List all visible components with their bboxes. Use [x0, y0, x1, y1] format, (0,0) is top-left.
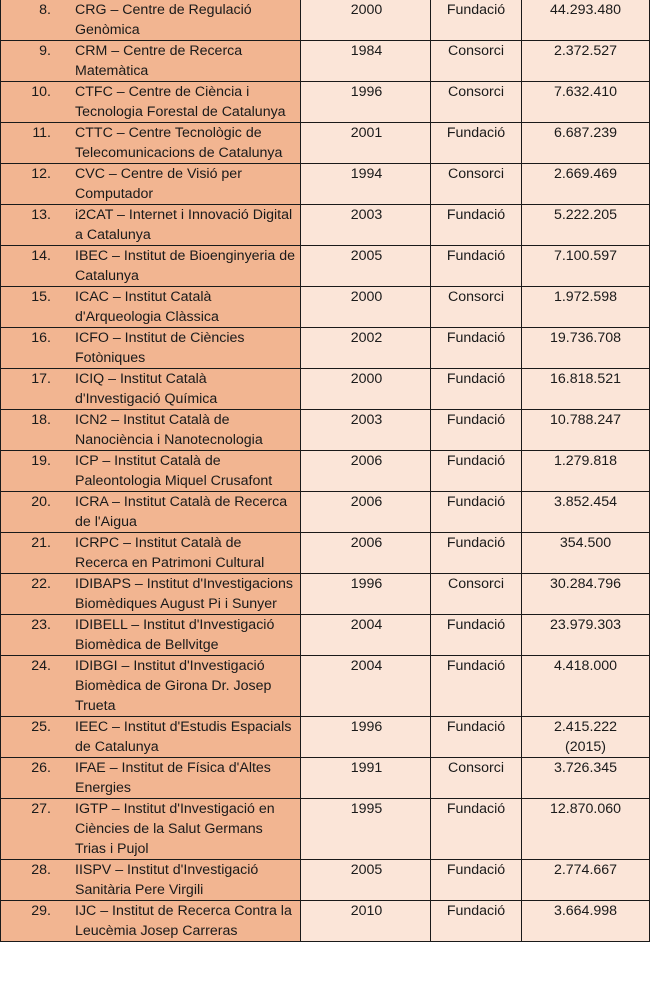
budget-cell [522, 615, 650, 656]
center-name-cell [1, 123, 301, 164]
table-row [1, 717, 650, 758]
budget-cell [522, 901, 650, 942]
budget-amount: 2.669.469 [553, 166, 618, 182]
center-name-cell [1, 799, 301, 860]
budget-amount: 44.293.480 [549, 2, 621, 18]
table-row [1, 451, 650, 492]
legal-form: Fundació [431, 410, 522, 451]
table-row [1, 164, 650, 205]
budget-cell [522, 287, 650, 328]
row-number: 24. [31, 658, 51, 674]
table-row [1, 369, 650, 410]
row-number: 9. [39, 43, 51, 59]
center-name: ICAC – Institut Català d'Arqueologia Clàssica [75, 289, 219, 325]
table-row [1, 860, 650, 901]
founding-year: 1991 [301, 758, 431, 799]
row-number: 25. [31, 719, 51, 735]
legal-form: Consorci [431, 574, 522, 615]
center-name: ICRPC – Institut Català de Recerca en Patrimoni Cultural [75, 535, 265, 571]
row-number: 22. [31, 576, 51, 592]
legal-form: Consorci [431, 287, 522, 328]
founding-year: 2010 [301, 901, 431, 942]
legal-form: Fundació [431, 799, 522, 860]
budget-cell [522, 492, 650, 533]
legal-form: Fundació [431, 656, 522, 717]
center-name-cell [1, 410, 301, 451]
legal-form: Fundació [431, 205, 522, 246]
table-row [1, 41, 650, 82]
founding-year: 2005 [301, 246, 431, 287]
center-name: CRG – Centre de Regulació Genòmica [75, 2, 252, 38]
budget-cell [522, 717, 650, 758]
budget-cell [522, 205, 650, 246]
budget-cell [522, 758, 650, 799]
budget-cell [522, 574, 650, 615]
center-name: CTTC – Centre Tecnològic de Telecomunicacions de Catalunya [75, 125, 283, 161]
table-row [1, 492, 650, 533]
row-number: 11. [32, 125, 51, 141]
center-name: IBEC – Institut de Bioenginyeria de Catalunya [75, 248, 296, 284]
row-number: 19. [31, 453, 51, 469]
center-name-cell [1, 901, 301, 942]
table-row [1, 328, 650, 369]
budget-amount: 19.736.708 [549, 330, 621, 346]
table-row [1, 533, 650, 574]
table-row [1, 0, 650, 41]
table-row [1, 246, 650, 287]
budget-amount: 6.687.239 [553, 125, 618, 141]
budget-cell [522, 410, 650, 451]
row-number: 16. [31, 330, 51, 346]
founding-year: 2004 [301, 656, 431, 717]
founding-year: 2000 [301, 287, 431, 328]
legal-form: Fundació [431, 369, 522, 410]
legal-form: Consorci [431, 758, 522, 799]
budget-amount: 2.372.527 [553, 43, 618, 59]
center-name: IGTP – Institut d'Investigació en Ciències de la Salut Germans Trias i Pujol [75, 801, 275, 857]
budget-amount: 3.852.454 [553, 494, 618, 510]
legal-form: Fundació [431, 860, 522, 901]
founding-year: 1996 [301, 717, 431, 758]
founding-year: 2005 [301, 860, 431, 901]
founding-year: 1996 [301, 82, 431, 123]
center-name: CRM – Centre de Recerca Matemàtica [75, 43, 243, 79]
founding-year: 2004 [301, 615, 431, 656]
legal-form: Fundació [431, 533, 522, 574]
legal-form: Fundació [431, 123, 522, 164]
center-name: IEEC – Institut d'Estudis Espacials de Catalunya [75, 719, 292, 755]
center-name-cell [1, 656, 301, 717]
center-name: IDIBELL – Institut d'Investigació Biomèdica de Bellvitge [75, 617, 275, 653]
table-row [1, 410, 650, 451]
founding-year: 2006 [301, 533, 431, 574]
row-number: 18. [31, 412, 51, 428]
row-number: 27. [31, 801, 51, 817]
budget-amount: 5.222.205 [553, 207, 618, 223]
row-number: 23. [31, 617, 51, 633]
center-name-cell [1, 717, 301, 758]
budget-cell [522, 533, 650, 574]
founding-year: 2003 [301, 410, 431, 451]
center-name-cell [1, 758, 301, 799]
center-name: i2CAT – Internet i Innovació Digital a Catalunya [75, 207, 293, 243]
founding-year: 2001 [301, 123, 431, 164]
legal-form: Consorci [431, 164, 522, 205]
budget-cell [522, 123, 650, 164]
budget-amount: 3.664.998 [553, 903, 618, 919]
center-name: ICRA – Institut Català de Recerca de l'Aigua [75, 494, 288, 530]
row-number: 26. [31, 760, 51, 776]
legal-form: Fundació [431, 901, 522, 942]
budget-amount: 4.418.000 [553, 658, 618, 674]
table-row [1, 656, 650, 717]
center-name-cell [1, 246, 301, 287]
center-name: ICFO – Institut de Ciències Fotòniques [75, 330, 245, 366]
budget-cell [522, 246, 650, 287]
legal-form: Fundació [431, 328, 522, 369]
founding-year: 2003 [301, 205, 431, 246]
legal-form: Fundació [431, 246, 522, 287]
budget-cell [522, 82, 650, 123]
center-name: IFAE – Institut de Física d'Altes Energies [75, 760, 271, 796]
center-name: IJC – Institut de Recerca Contra la Leucèmia Josep Carreras [75, 903, 292, 939]
center-name: IISPV – Institut d'Investigació Sanitària Pere Virgili [75, 862, 259, 898]
budget-amount: 3.726.345 [553, 760, 618, 776]
legal-form: Fundació [431, 492, 522, 533]
budget-cell [522, 451, 650, 492]
founding-year: 2006 [301, 451, 431, 492]
budget-amount: 16.818.521 [549, 371, 621, 387]
row-number: 17. [31, 371, 51, 387]
center-name: CTFC – Centre de Ciència i Tecnologia Forestal de Catalunya [75, 84, 286, 120]
budget-amount: 12.870.060 [549, 801, 621, 817]
founding-year: 2000 [301, 0, 431, 41]
budget-cell [522, 369, 650, 410]
center-name-cell [1, 205, 301, 246]
row-number: 12. [31, 166, 51, 182]
center-name: ICIQ – Institut Català d'Investigació Química [75, 371, 218, 407]
center-name: IDIBGI – Institut d'Investigació Biomèdica de Girona Dr. Josep Trueta [75, 658, 272, 714]
legal-form: Fundació [431, 717, 522, 758]
budget-amount: 2.774.667 [553, 862, 618, 878]
center-name-cell [1, 164, 301, 205]
table-row [1, 901, 650, 942]
center-name-cell [1, 328, 301, 369]
table-row [1, 123, 650, 164]
row-number: 14. [31, 248, 51, 264]
center-name-cell [1, 574, 301, 615]
row-number: 28. [31, 862, 51, 878]
table-row [1, 82, 650, 123]
budget-cell [522, 656, 650, 717]
center-name: ICP – Institut Català de Paleontologia Miquel Crusafont [75, 453, 273, 489]
founding-year: 1995 [301, 799, 431, 860]
center-name-cell [1, 533, 301, 574]
budget-cell [522, 41, 650, 82]
center-name-cell [1, 615, 301, 656]
table-row [1, 799, 650, 860]
row-number: 29. [31, 903, 51, 919]
table-row [1, 574, 650, 615]
center-name-cell [1, 41, 301, 82]
legal-form: Fundació [431, 0, 522, 41]
table-row [1, 205, 650, 246]
founding-year: 2006 [301, 492, 431, 533]
table-body [1, 0, 650, 942]
budget-cell [522, 860, 650, 901]
budget-amount: 1.279.818 [553, 453, 618, 469]
founding-year: 1984 [301, 41, 431, 82]
founding-year: 2002 [301, 328, 431, 369]
center-name-cell [1, 287, 301, 328]
legal-form: Consorci [431, 82, 522, 123]
center-name-cell [1, 0, 301, 41]
row-number: 13. [31, 207, 51, 223]
budget-amount: 23.979.303 [549, 617, 621, 633]
founding-year: 1996 [301, 574, 431, 615]
budget-amount: 30.284.796 [549, 576, 621, 592]
table-row [1, 758, 650, 799]
center-name: CVC – Centre de Visió per Computador [75, 166, 242, 202]
budget-note: (2015) [564, 739, 606, 755]
row-number: 21. [31, 535, 51, 551]
center-name: IDIBAPS – Institut d'Investigacions Biomèdiques August Pi i Sunyer [75, 576, 293, 612]
founding-year: 1994 [301, 164, 431, 205]
budget-amount: 354.500 [559, 535, 612, 551]
center-name-cell [1, 369, 301, 410]
legal-form: Consorci [431, 41, 522, 82]
center-name: ICN2 – Institut Català de Nanociència i Nanotecnologia [75, 412, 263, 448]
row-number: 10. [31, 84, 51, 100]
row-number: 8. [39, 2, 51, 18]
budget-amount: 2.415.222 [553, 719, 618, 735]
legal-form: Fundació [431, 615, 522, 656]
center-name-cell [1, 451, 301, 492]
budget-cell [522, 799, 650, 860]
center-name-cell [1, 82, 301, 123]
budget-cell [522, 0, 650, 41]
budget-amount: 1.972.598 [553, 289, 618, 305]
center-name-cell [1, 492, 301, 533]
budget-amount: 7.632.410 [553, 84, 618, 100]
row-number: 15. [31, 289, 51, 305]
table-row [1, 615, 650, 656]
budget-cell [522, 328, 650, 369]
budget-cell [522, 164, 650, 205]
center-name-cell [1, 860, 301, 901]
table-row [1, 287, 650, 328]
legal-form: Fundació [431, 451, 522, 492]
budget-amount: 7.100.597 [553, 248, 618, 264]
founding-year: 2000 [301, 369, 431, 410]
row-number: 20. [31, 494, 51, 510]
budget-amount: 10.788.247 [549, 412, 621, 428]
